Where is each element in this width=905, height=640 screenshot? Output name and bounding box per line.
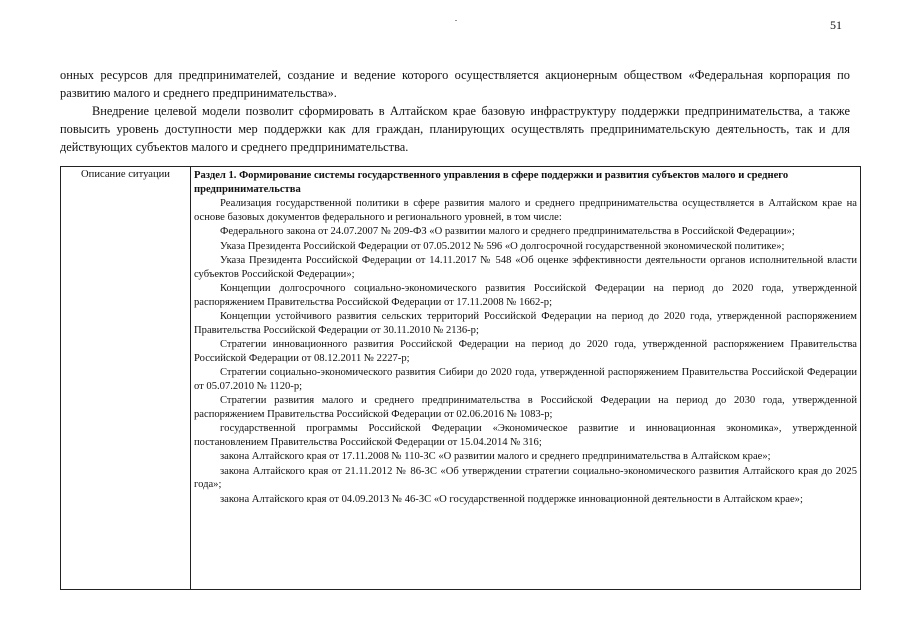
- list-item: закона Алтайского края от 21.11.2012 № 86-ЗС «Об утверждении стратегии социально-экономического развития Алтайского края до 2025 года»;: [194, 465, 857, 490]
- list-item: Указа Президента Российской Федерации от 14.11.2017 № 548 «Об оценке эффективности деятельности органов исполнительной власти субъектов Российской Федерации»;: [194, 255, 857, 280]
- list-item: Федерального закона от 24.07.2007 № 209-ФЗ «О развитии малого и среднего предпринимательства в Российской Федерации»;: [220, 226, 795, 237]
- page-number: 51: [830, 18, 842, 32]
- list-item: закона Алтайского края от 04.09.2013 № 46-ЗС «О государственной поддержке инновационной деятельности в Алтайском крае»;: [220, 493, 803, 505]
- row-label: Описание ситуации: [81, 169, 170, 180]
- row-label-cell: [61, 167, 191, 590]
- content-clip: [194, 169, 857, 589]
- list-item: Реализация государственной политики в сфере развития малого и среднего предпринимательства осуществляется в Алтайском крае на основе базовых документов федерального и регионального уровней, в том числе:: [194, 198, 857, 223]
- list-item: закона Алтайского края от 17.11.2008 № 110-ЗС «О развитии малого и среднего предпринимательства в Алтайском крае»;: [220, 451, 771, 462]
- row-content-cell: [191, 167, 861, 590]
- paragraph: Внедрение целевой модели позволит сформировать в Алтайском крае базовую инфраструктуру поддержки предпринимательства, а также повысить уровень доступности мер поддержки как для граждан, планирующих осуществлять предпринимательскую деятельность, так и для действующих субъектов малого и среднего предпринимательства.: [60, 104, 850, 154]
- list-item: государственной программы Российской Федерации «Экономическое развитие и инновационная экономика», утвержденной постановлением Правительства Российской Федерации от 15.04.2014 № 316;: [194, 423, 857, 448]
- situation-table: [60, 166, 861, 590]
- list-item: Стратегии развития малого и среднего предпринимательства в Российской Федерации на период до 2030 года, утвержденной распоряжением Правительства Российской Федерации от 02.06.2016 № 1083-р;: [194, 395, 857, 420]
- list-item: Стратегии инновационного развития Российской Федерации на период до 2020 года, утвержденной распоряжением Правительства Российской Федерации от 08.12.2011 № 2227-р;: [194, 339, 857, 364]
- continued-paragraph: онных ресурсов для предпринимателей, создание и ведение которого осуществляется акционерным обществом «Федеральная корпорация по развитию малого и среднего предпринимательства».: [60, 68, 850, 100]
- scan-speck: [455, 20, 457, 21]
- list-item: Концепции долгосрочного социально-экономического развития Российской Федерации на период до 2020 года, утвержденной распоряжением Правительства Российской Федерации от 17.11.2008 № 1662-р;: [194, 283, 857, 308]
- body-text: [60, 66, 850, 156]
- list-item: Стратегии социально-экономического развития Сибири до 2020 года, утвержденной распоряжением Правительства Российской Федерации от 05.07.2010 № 1120-р;: [194, 367, 857, 392]
- table-row: [61, 167, 861, 590]
- list-item: Концепции устойчивого развития сельских территорий Российской Федерации на период до 2020 года, утвержденной распоряжением Правительства Российской Федерации от 30.11.2010 № 2136-р;: [194, 311, 857, 336]
- section-title: Раздел 1. Формирование системы государственного управления в сфере поддержки и развития субъектов малого и среднего предпринимательства: [194, 170, 789, 195]
- list-item: Указа Президента Российской Федерации от 07.05.2012 № 596 «О долгосрочной государственной экономической политике»;: [220, 240, 785, 252]
